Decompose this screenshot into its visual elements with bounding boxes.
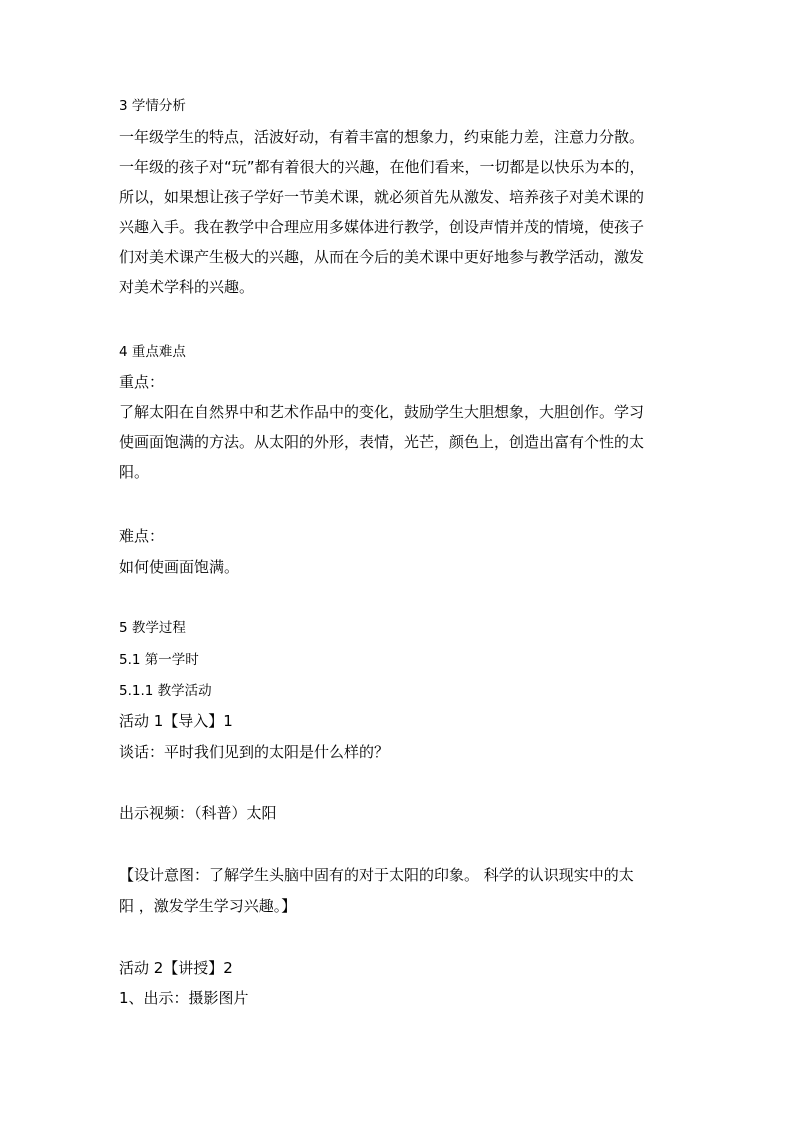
section-3-heading: 3 学情分析 <box>119 98 186 114</box>
text-line: 使画面饱满的方法。从太阳的外形，表情，光芒，颜色上，创造出富有个性的太 <box>119 433 645 452</box>
activity-2-title: 活动 2【讲授】2 <box>119 959 233 977</box>
section-5-heading: 5 教学过程 <box>119 620 186 636</box>
text-line: 了解太阳在自然界中和艺术作品中的变化，鼓励学生大胆想象，大胆创作。学习 <box>119 403 645 421</box>
key-points-label: 重点： <box>119 373 165 391</box>
key-points-body <box>119 397 675 487</box>
text-line: 对美术学科的兴趣。 <box>119 278 255 297</box>
section-3-body <box>119 122 675 303</box>
subsection-5-1-1: 5.1.1 教学活动 <box>119 683 212 699</box>
text-line: 一年级学生的特点，活波好动，有着丰富的想象力，约束能力差，注意力分散。 <box>119 128 645 146</box>
activity-1-intent-line-1: 【设计意图：了解学生头脑中固有的对于太阳的印象。 科学的认识现实中的太 <box>119 866 634 884</box>
activity-1-video: 出示视频：（科普）太阳 <box>119 804 277 822</box>
text-line: 阳。 <box>119 463 150 482</box>
text-line: 兴趣入手。我在教学中合理应用多媒体进行教学，创设声情并茂的情境，使孩子 <box>119 218 645 237</box>
activity-1-title: 活动 1【导入】1 <box>119 712 233 730</box>
text-line: 所以，如果想让孩子学好一节美术课，就必须首先从激发、培养孩子对美术课的 <box>119 188 645 207</box>
difficulty-label: 难点： <box>119 527 165 545</box>
activity-1-intent-line-2: 阳 ，激发学生学习兴趣。】 <box>119 897 297 915</box>
subsection-5-1: 5.1 第一学时 <box>119 652 199 668</box>
difficulty-text: 如何使画面饱满。 <box>119 558 240 576</box>
text-line: 们对美术课产生极大的兴趣，从而在今后的美术课中更好地参与教学活动，激发 <box>119 248 645 267</box>
section-4-heading: 4 重点难点 <box>119 344 186 360</box>
activity-2-item-1: 1、出示：摄影图片 <box>119 989 249 1007</box>
text-line: 一年级的孩子对“玩”都有着很大的兴趣，在他们看来，一切都是以快乐为本的， <box>119 158 645 177</box>
activity-1-talk: 谈话：平时我们见到的太阳是什么样的？ <box>119 743 390 761</box>
